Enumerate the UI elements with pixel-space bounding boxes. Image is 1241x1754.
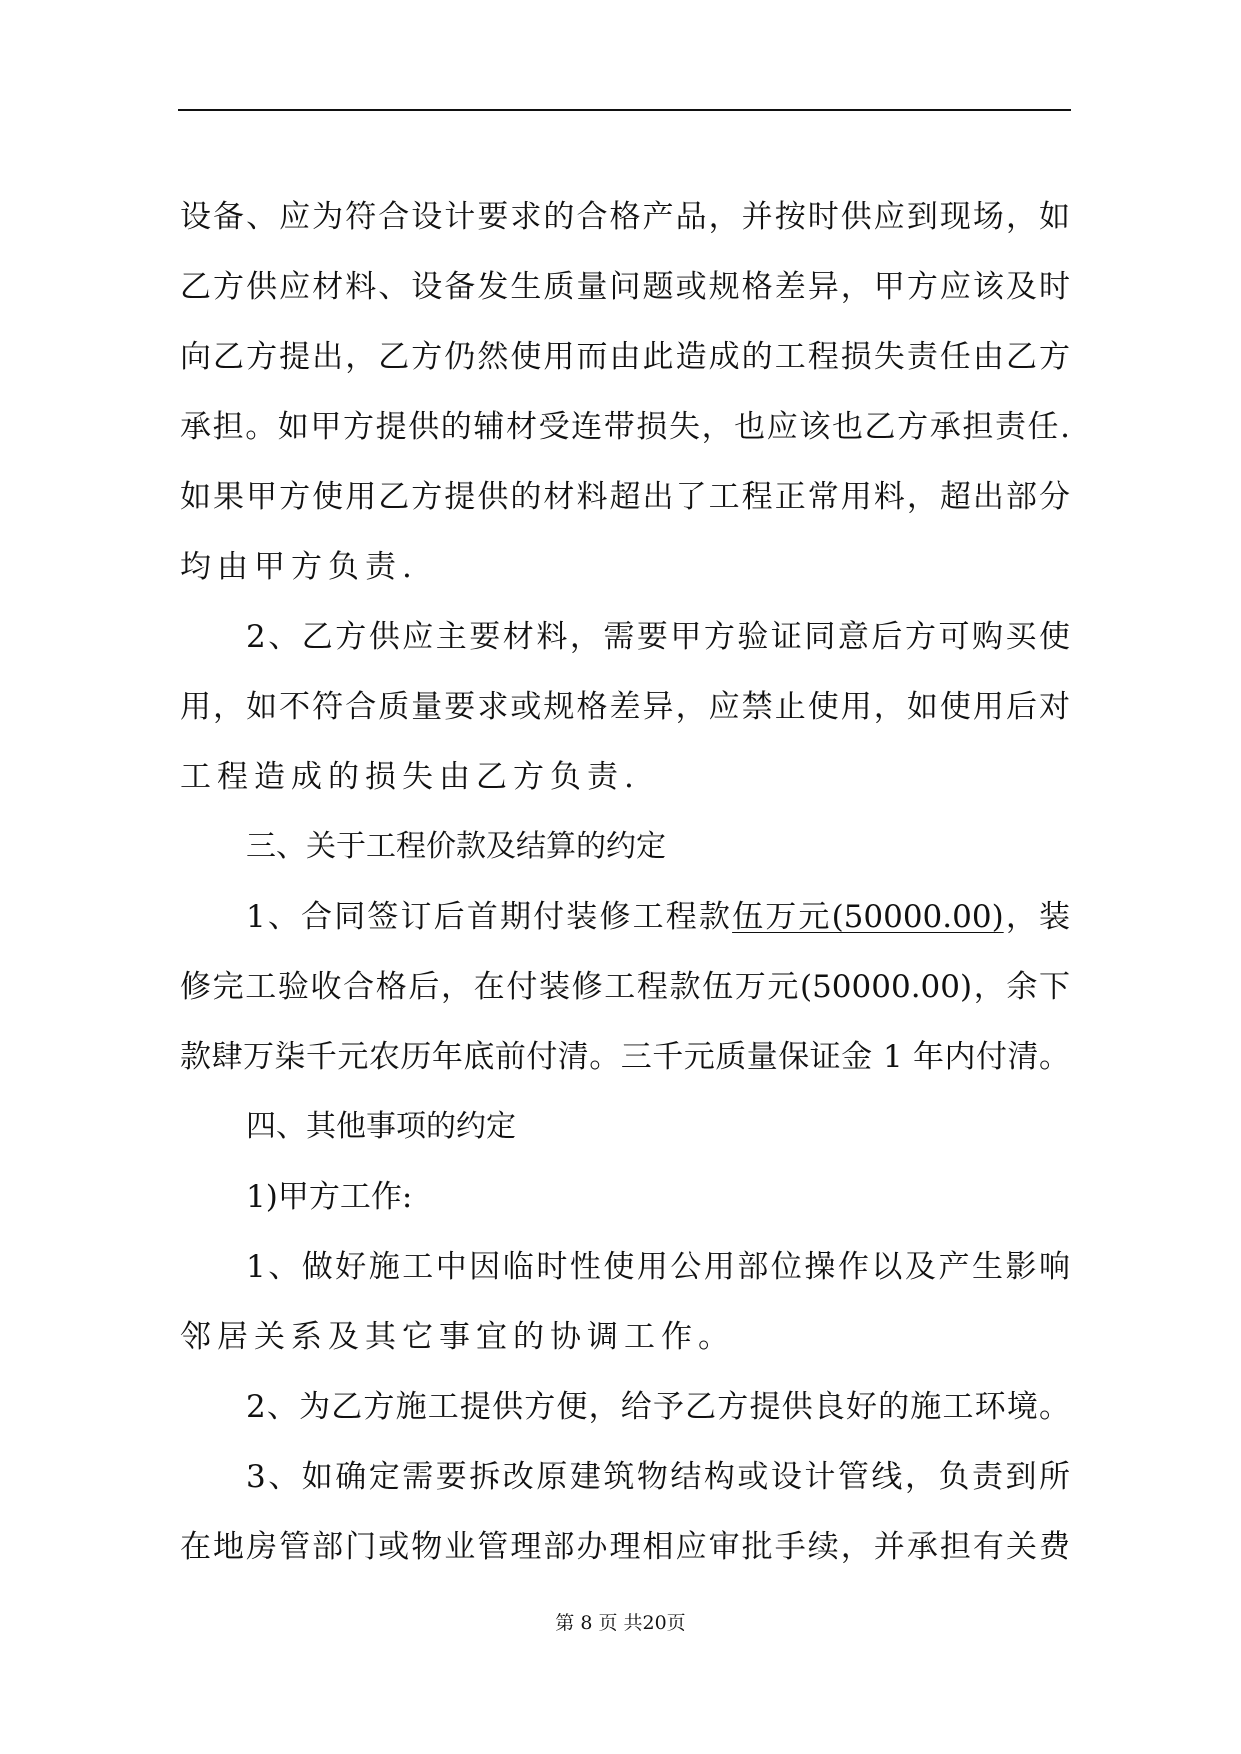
paragraph-line: 工程造成的损失由乙方负责. bbox=[180, 759, 640, 795]
header-rule bbox=[178, 109, 1071, 111]
paragraph-line: 3、如确定需要拆改原建筑物结构或设计管线，负责到所 bbox=[246, 1459, 1070, 1495]
paragraph-line: 承担。如甲方提供的辅材受连带损失，也应该也乙方承担责任. bbox=[180, 409, 1070, 445]
paragraph-line: 均由甲方负责. bbox=[180, 549, 418, 585]
paragraph-line: 设备、应为符合设计要求的合格产品，并按时供应到现场，如 bbox=[180, 199, 1070, 235]
paragraph-line: 1、做好施工中因临时性使用公用部位操作以及产生影响 bbox=[246, 1249, 1070, 1285]
paragraph-line: 乙方供应材料、设备发生质量问题或规格差异，甲方应该及时 bbox=[180, 269, 1070, 305]
paragraph-line: 修完工验收合格后，在付装修工程款伍万元(50000.00)，余下 bbox=[180, 969, 1070, 1005]
paragraph-line: 2、乙方供应主要材料，需要甲方验证同意后方可购买使 bbox=[246, 619, 1070, 655]
paragraph-line: 邻居关系及其它事宜的协调工作。 bbox=[180, 1319, 735, 1355]
paragraph-line: 款肆万柒千元农历年底前付清。三千元质量保证金 1 年内付清。 bbox=[180, 1039, 1070, 1075]
paragraph-line: 如果甲方使用乙方提供的材料超出了工程正常用料，超出部分 bbox=[180, 479, 1070, 515]
page-number: 第 8 页 共20页 bbox=[555, 1612, 686, 1634]
paragraph-line: 用，如不符合质量要求或规格差异，应禁止使用，如使用后对 bbox=[180, 689, 1070, 725]
paragraph-line: 在地房管部门或物业管理部办理相应审批手续，并承担有关费 bbox=[180, 1529, 1070, 1565]
paragraph-line: 2、为乙方施工提供方便，给予乙方提供良好的施工环境。 bbox=[246, 1389, 1070, 1425]
subheading: 1)甲方工作: bbox=[246, 1179, 413, 1215]
section-heading: 三、关于工程价款及结算的约定 bbox=[246, 829, 666, 864]
section-heading: 四、其他事项的约定 bbox=[246, 1109, 516, 1144]
payment-text: 1、合同签订后首期付装修工程款 bbox=[246, 899, 733, 935]
paragraph-line bbox=[246, 882, 1070, 952]
payment-amount: 伍万元(50000.00) bbox=[732, 899, 1004, 935]
paragraph-line: 向乙方提出，乙方仍然使用而由此造成的工程损失责任由乙方 bbox=[180, 339, 1070, 375]
payment-text: ，装 bbox=[1003, 899, 1070, 935]
